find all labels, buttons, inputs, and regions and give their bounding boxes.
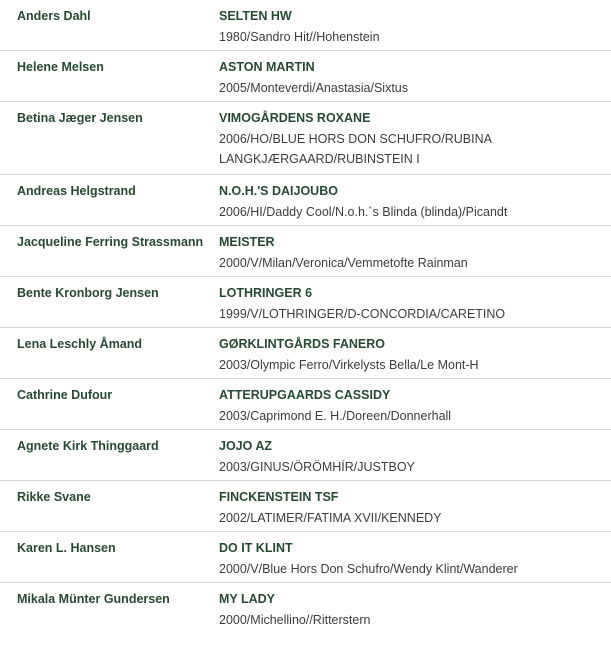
list-item: [0, 277, 611, 328]
horse-pedigree: 2003/Caprimond E. H./Doreen/Donnerhall: [219, 409, 452, 423]
horse-name: DO IT KLINT: [219, 541, 293, 555]
horse-pedigree: 2002/LATIMER/FATIMA XVII/KENNEDY: [219, 511, 442, 525]
horse-name: LOTHRINGER 6: [219, 286, 313, 300]
horse-name: ATTERUPGAARDS CASSIDY: [219, 388, 391, 402]
horse-pedigree: 2000/V/Milan/Veronica/Vemmetofte Rainman: [219, 256, 468, 270]
list-item: [0, 481, 611, 532]
rider-name: Andreas Helgstrand: [17, 184, 136, 198]
rider-name: Betina Jæger Jensen: [17, 111, 143, 125]
list-item: [0, 51, 611, 102]
list-item: [0, 379, 611, 430]
list-item: [0, 430, 611, 481]
list-item: [0, 328, 611, 379]
horse-pedigree: 2006/HO/BLUE HORS DON SCHUFRO/RUBINA LANGKJÆRGAARD/RUBINSTEIN I: [219, 132, 492, 166]
rider-name: Bente Kronborg Jensen: [17, 286, 159, 300]
horse-info: [219, 59, 611, 101]
horse-pedigree: 2000/Michellino//Ritterstern: [219, 613, 371, 627]
horse-info: [219, 591, 611, 634]
horse-pedigree: 2003/GINUS/ÖRÖMHÍR/JUSTBOY: [219, 460, 415, 474]
horse-pedigree: 2003/Olympic Ferro/Virkelysts Bella/Le Mont-H: [219, 358, 479, 372]
rider-name: Mikala Münter Gundersen: [17, 592, 170, 606]
horse-name: JOJO AZ: [219, 439, 273, 453]
horse-name: MEISTER: [219, 235, 275, 249]
rider-name: Jacqueline Ferring Strassmann: [17, 235, 204, 249]
horse-pedigree: 2000/V/Blue Hors Don Schufro/Wendy Klint/Wanderer: [219, 562, 518, 576]
rider-name: Cathrine Dufour: [17, 388, 113, 402]
horse-name: GØRKLINTGÅRDS FANERO: [219, 337, 385, 351]
horse-name: N.O.H.'S DAIJOUBO: [219, 184, 338, 198]
list-item: [0, 226, 611, 277]
list-item: [0, 0, 611, 51]
rider-name: Rikke Svane: [17, 490, 91, 504]
horse-info: [219, 234, 611, 276]
horse-info: [219, 387, 611, 429]
rider-name: Anders Dahl: [17, 9, 91, 23]
horse-pedigree: 2006/HI/Daddy Cool/N.o.h.´s Blinda (blinda)/Picandt: [219, 205, 508, 219]
rider-name: Lena Leschly Åmand: [17, 337, 143, 351]
horse-name: FINCKENSTEIN TSF: [219, 490, 339, 504]
horse-info: [219, 183, 611, 225]
list-item: [0, 175, 611, 226]
list-item: [0, 532, 611, 583]
horse-info: [219, 110, 611, 174]
horse-name: VIMOGÅRDENS ROXANE: [219, 111, 371, 125]
rider-name: Karen L. Hansen: [17, 541, 116, 555]
horse-info: [219, 540, 611, 582]
list-item: [0, 102, 611, 175]
horse-info: [219, 336, 611, 378]
horse-info: [219, 8, 611, 50]
horse-name: MY LADY: [219, 592, 276, 606]
horse-info: [219, 438, 611, 480]
horse-name: ASTON MARTIN: [219, 60, 315, 74]
horse-pedigree: 2005/Monteverdi/Anastasia/Sixtus: [219, 81, 408, 95]
horse-name: SELTEN HW: [219, 9, 292, 23]
list-item: [0, 583, 611, 634]
rider-name: Helene Melsen: [17, 60, 104, 74]
horse-info: [219, 489, 611, 531]
horse-pedigree: 1980/Sandro Hit//Hohenstein: [219, 30, 380, 44]
horse-info: [219, 285, 611, 327]
rider-name: Agnete Kirk Thinggaard: [17, 439, 159, 453]
horse-pedigree: 1999/V/LOTHRINGER/D-CONCORDIA/CARETINO: [219, 307, 506, 321]
